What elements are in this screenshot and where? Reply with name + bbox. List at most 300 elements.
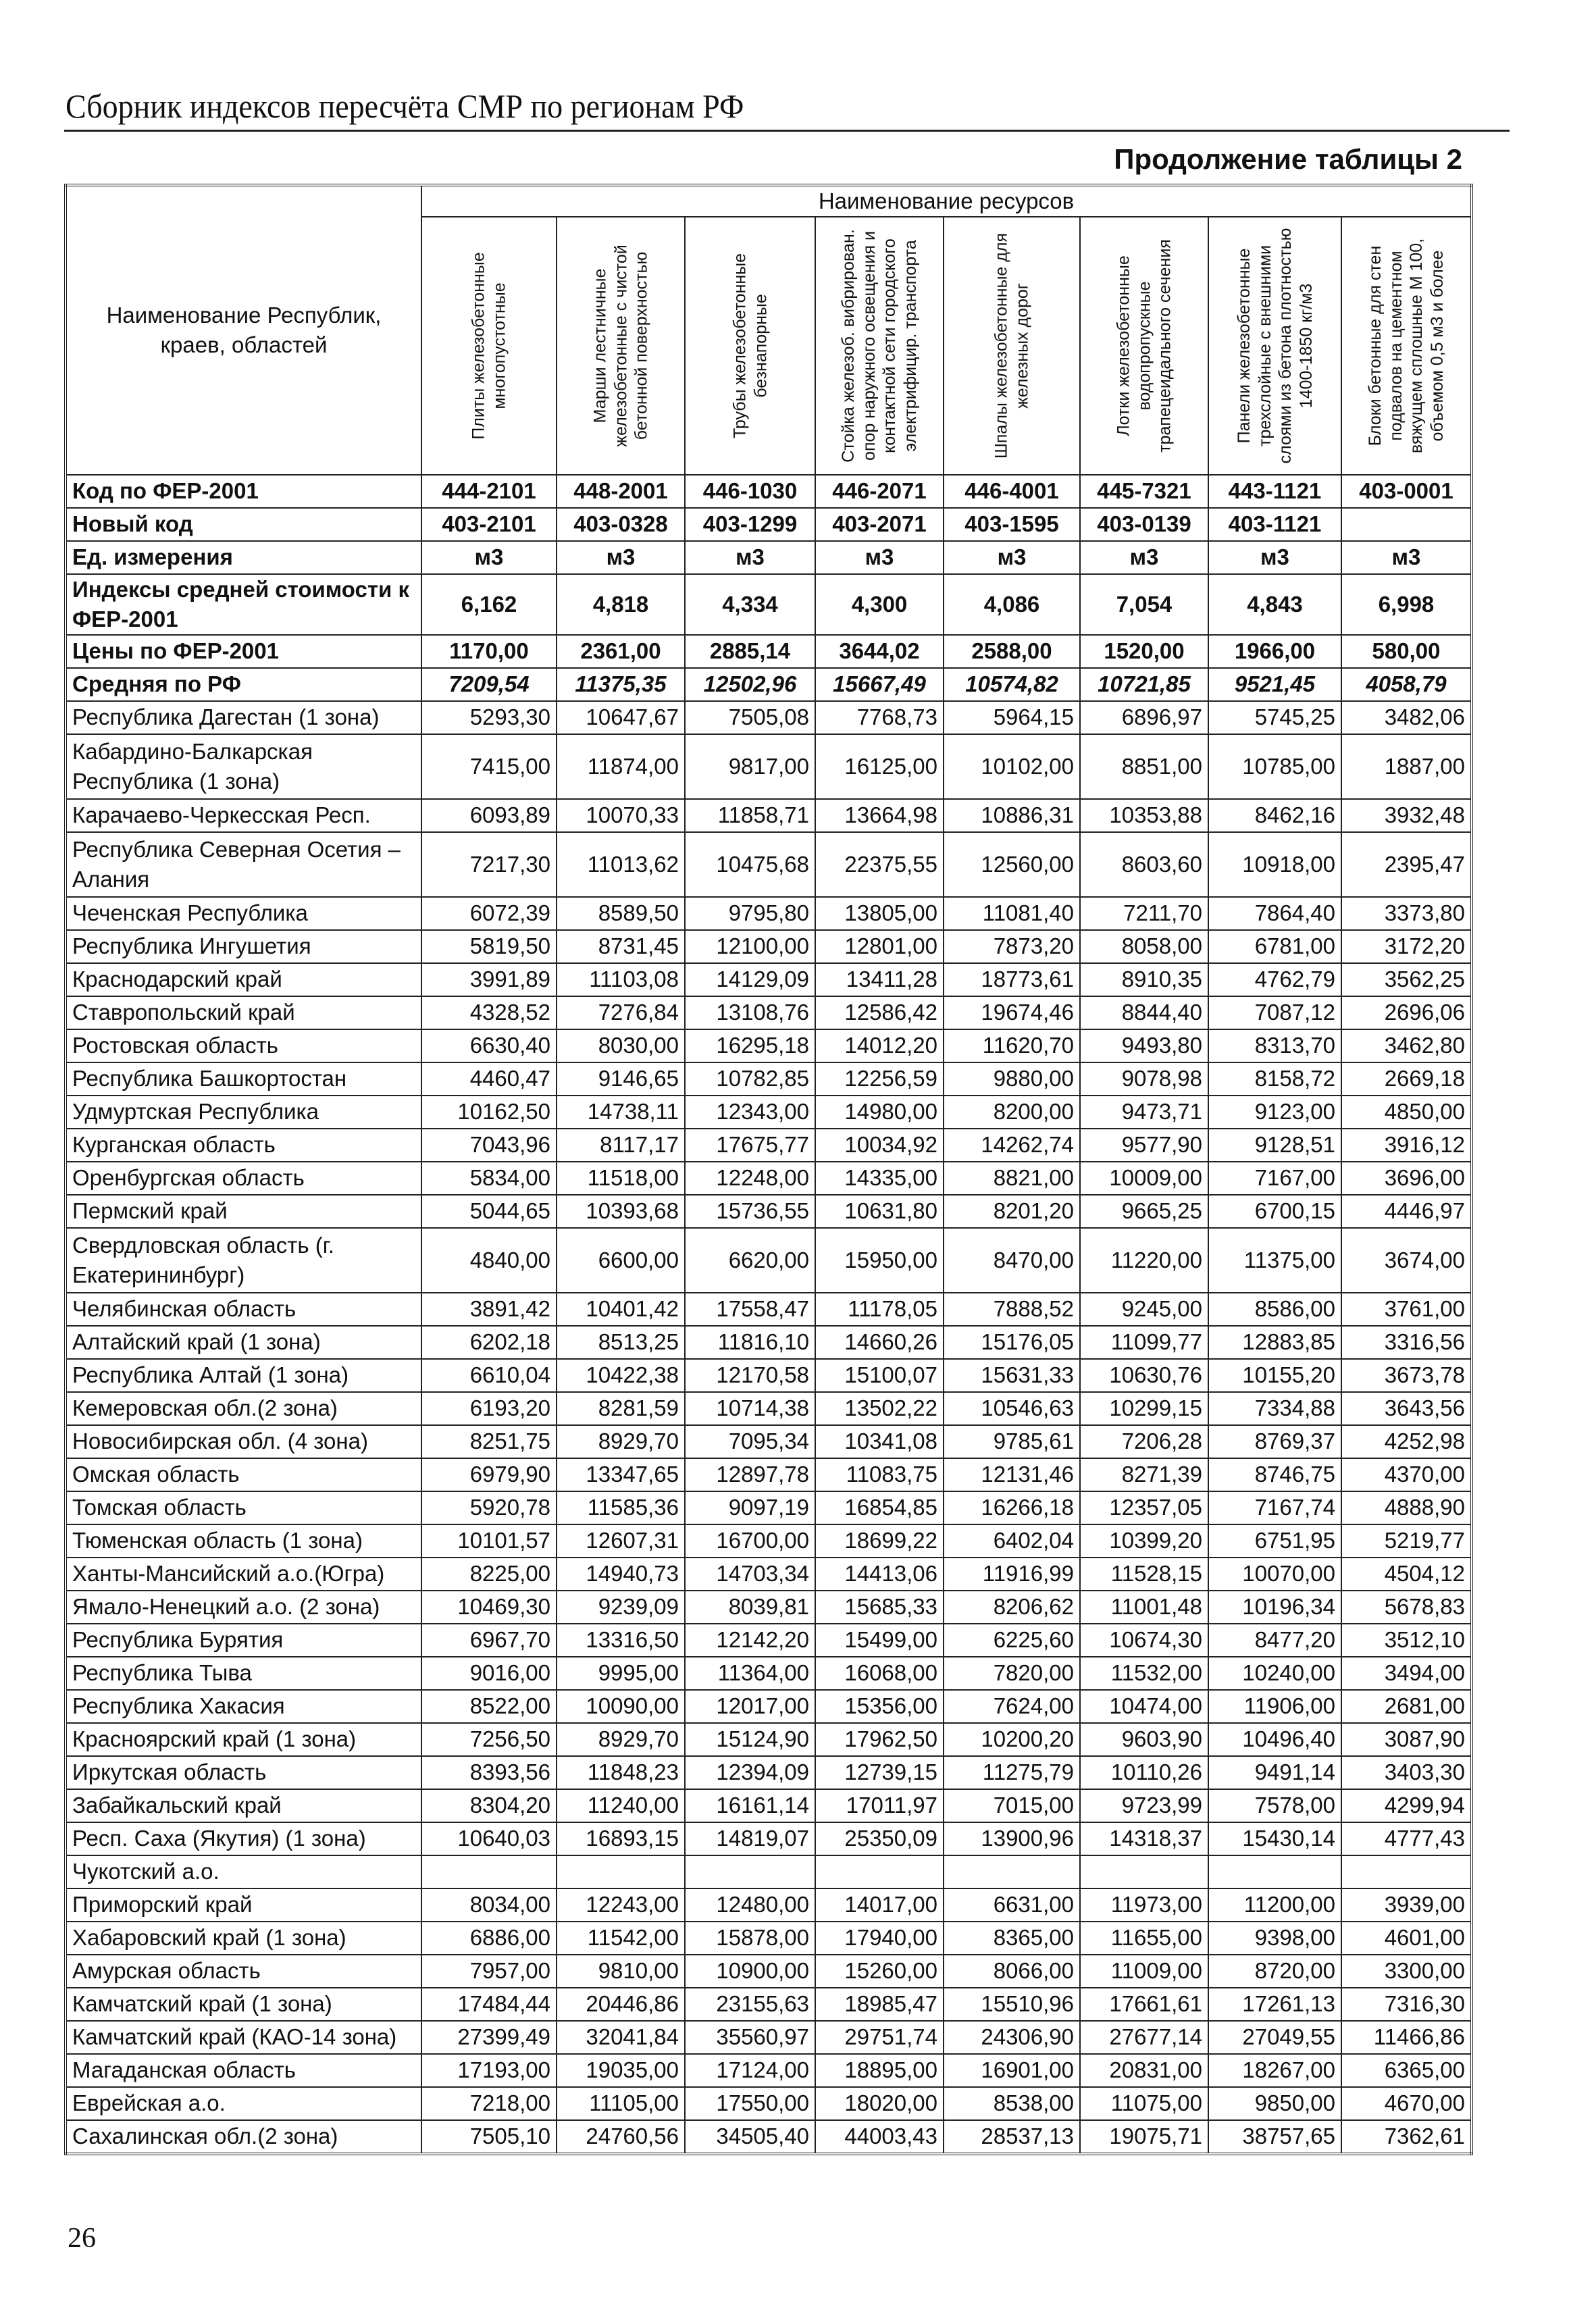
meta-cell: 11375,35 — [557, 668, 685, 701]
meta-cell: 2588,00 — [944, 635, 1080, 668]
table-continuation-label: Продолжение таблицы 2 — [1114, 143, 1462, 175]
price-cell: 9795,80 — [685, 897, 815, 930]
price-cell: 4446,97 — [1341, 1195, 1472, 1228]
price-cell: 14660,26 — [815, 1326, 944, 1359]
table-row — [66, 799, 1472, 832]
price-cell — [1341, 1855, 1472, 1888]
price-cell: 4888,90 — [1341, 1491, 1472, 1524]
price-cell: 12142,20 — [685, 1624, 815, 1657]
price-cell: 6225,60 — [944, 1624, 1080, 1657]
meta-row-label: Ед. измерения — [66, 541, 421, 574]
meta-cell: 446-4001 — [944, 475, 1080, 508]
price-cell: 11075,00 — [1080, 2087, 1208, 2120]
table-row — [66, 1195, 1472, 1228]
meta-cell: 403-0139 — [1080, 508, 1208, 541]
price-cell: 8603,60 — [1080, 832, 1208, 897]
region-name: Республика Ингушетия — [66, 930, 421, 963]
price-cell: 8910,35 — [1080, 963, 1208, 996]
price-cell: 24306,90 — [944, 2021, 1080, 2054]
price-cell: 7095,34 — [685, 1425, 815, 1458]
price-cell: 10647,67 — [557, 701, 685, 734]
price-cell: 11916,99 — [944, 1558, 1080, 1591]
meta-cell: 403-0328 — [557, 508, 685, 541]
region-name: Сахалинская обл.(2 зона) — [66, 2120, 421, 2154]
region-name: Республика Северная Осетия – Алания — [66, 832, 421, 897]
table-row — [66, 1029, 1472, 1062]
price-cell: 9123,00 — [1208, 1096, 1341, 1129]
meta-cell: 446-2071 — [815, 475, 944, 508]
price-cell: 14940,73 — [557, 1558, 685, 1591]
region-name: Республика Алтай (1 зона) — [66, 1359, 421, 1392]
price-cell: 14318,37 — [1080, 1822, 1208, 1855]
price-cell: 8313,70 — [1208, 1029, 1341, 1062]
price-cell: 6365,00 — [1341, 2054, 1472, 2087]
price-cell: 11105,00 — [557, 2087, 685, 2120]
price-cell: 9473,71 — [1080, 1096, 1208, 1129]
price-cell: 9097,19 — [685, 1491, 815, 1524]
price-cell: 4670,00 — [1341, 2087, 1472, 2120]
resource-column-header-text: Лотки железобетонные водопропускные трапецеидального сечения — [1114, 238, 1175, 453]
price-cell: 12357,05 — [1080, 1491, 1208, 1524]
region-name: Ханты-Мансийский а.о.(Югра) — [66, 1558, 421, 1591]
price-cell: 8117,17 — [557, 1129, 685, 1162]
region-name: Алтайский край (1 зона) — [66, 1326, 421, 1359]
meta-row-index — [66, 574, 1472, 635]
table-row — [66, 1855, 1472, 1888]
meta-row-new-code — [66, 508, 1472, 541]
price-cell: 12560,00 — [944, 832, 1080, 897]
region-name: Новосибирская обл. (4 зона) — [66, 1425, 421, 1458]
region-name: Удмуртская Республика — [66, 1096, 421, 1129]
price-cell: 8769,37 — [1208, 1425, 1341, 1458]
price-cell: 10196,34 — [1208, 1591, 1341, 1624]
price-cell: 17261,13 — [1208, 1988, 1341, 2021]
price-cell: 11906,00 — [1208, 1690, 1341, 1723]
region-name: Магаданская область — [66, 2054, 421, 2087]
price-cell: 11816,10 — [685, 1326, 815, 1359]
price-cell: 12586,42 — [815, 996, 944, 1029]
price-cell: 10546,63 — [944, 1392, 1080, 1425]
price-cell: 6630,40 — [421, 1029, 557, 1062]
price-cell: 15736,55 — [685, 1195, 815, 1228]
resource-column-header — [1208, 217, 1341, 475]
region-name: Респ. Саха (Якутия) (1 зона) — [66, 1822, 421, 1855]
price-cell: 9603,90 — [1080, 1723, 1208, 1756]
price-cell: 12801,00 — [815, 930, 944, 963]
price-cell: 27049,55 — [1208, 2021, 1341, 2054]
price-cell: 10782,85 — [685, 1062, 815, 1096]
price-cell: 13502,22 — [815, 1392, 944, 1425]
region-name: Камчатский край (1 зона) — [66, 1988, 421, 2021]
price-cell: 7217,30 — [421, 832, 557, 897]
resource-column-header-text: Марши лестничные железобетонные с чистой бетонной поверхностью — [590, 244, 651, 447]
price-cell: 3172,20 — [1341, 930, 1472, 963]
regional-index-table — [64, 184, 1473, 2155]
price-cell: 8365,00 — [944, 1922, 1080, 1955]
price-cell: 7624,00 — [944, 1690, 1080, 1723]
region-name: Еврейская а.о. — [66, 2087, 421, 2120]
price-cell: 10155,20 — [1208, 1359, 1341, 1392]
region-name: Омская область — [66, 1458, 421, 1491]
region-name: Томская область — [66, 1491, 421, 1524]
price-cell: 5745,25 — [1208, 701, 1341, 734]
price-cell: 7864,40 — [1208, 897, 1341, 930]
price-cell: 11009,00 — [1080, 1955, 1208, 1988]
meta-row-price — [66, 635, 1472, 668]
price-cell: 13805,00 — [815, 897, 944, 930]
price-cell: 3991,89 — [421, 963, 557, 996]
price-cell: 9493,80 — [1080, 1029, 1208, 1062]
meta-cell: 10721,85 — [1080, 668, 1208, 701]
price-cell: 10496,40 — [1208, 1723, 1341, 1756]
price-cell: 11848,23 — [557, 1756, 685, 1789]
table-row — [66, 1690, 1472, 1723]
price-cell: 7316,30 — [1341, 1988, 1472, 2021]
price-cell: 11466,86 — [1341, 2021, 1472, 2054]
price-cell: 9810,00 — [557, 1955, 685, 1988]
price-cell: 22375,55 — [815, 832, 944, 897]
meta-cell: 580,00 — [1341, 635, 1472, 668]
price-cell: 3673,78 — [1341, 1359, 1472, 1392]
price-cell: 10469,30 — [421, 1591, 557, 1624]
price-cell — [1080, 1855, 1208, 1888]
price-cell: 12170,58 — [685, 1359, 815, 1392]
price-cell: 10401,42 — [557, 1293, 685, 1326]
price-cell: 10102,00 — [944, 734, 1080, 799]
region-name: Ставропольский край — [66, 996, 421, 1029]
price-cell: 3403,30 — [1341, 1756, 1472, 1789]
price-cell: 12131,46 — [944, 1458, 1080, 1491]
price-cell: 16125,00 — [815, 734, 944, 799]
price-cell: 12256,59 — [815, 1062, 944, 1096]
meta-row-label: Новый код — [66, 508, 421, 541]
region-column-header: Наименование Республик, краев, областей — [66, 185, 421, 475]
price-cell: 7873,20 — [944, 930, 1080, 963]
price-cell: 10034,92 — [815, 1129, 944, 1162]
meta-row-label: Цены по ФЕР-2001 — [66, 635, 421, 668]
price-cell: 15356,00 — [815, 1690, 944, 1723]
price-cell: 8821,00 — [944, 1162, 1080, 1195]
meta-cell: 6,162 — [421, 574, 557, 635]
region-name: Чеченская Республика — [66, 897, 421, 930]
price-cell: 11858,71 — [685, 799, 815, 832]
price-cell: 11200,00 — [1208, 1888, 1341, 1922]
price-cell: 18985,47 — [815, 1988, 944, 2021]
price-cell: 8066,00 — [944, 1955, 1080, 1988]
region-name: Курганская область — [66, 1129, 421, 1162]
price-cell: 4299,94 — [1341, 1789, 1472, 1822]
price-cell: 18773,61 — [944, 963, 1080, 996]
table-row — [66, 930, 1472, 963]
price-cell: 7505,08 — [685, 701, 815, 734]
meta-cell: 4,300 — [815, 574, 944, 635]
price-cell: 20831,00 — [1080, 2054, 1208, 2087]
price-cell — [1208, 1855, 1341, 1888]
table-row — [66, 1922, 1472, 1955]
price-cell: 9078,98 — [1080, 1062, 1208, 1096]
price-cell: 15499,00 — [815, 1624, 944, 1657]
price-cell: 11220,00 — [1080, 1228, 1208, 1293]
price-cell: 11532,00 — [1080, 1657, 1208, 1690]
table-row — [66, 1359, 1472, 1392]
price-cell: 9665,25 — [1080, 1195, 1208, 1228]
price-cell: 28537,13 — [944, 2120, 1080, 2154]
meta-cell: 446-1030 — [685, 475, 815, 508]
price-cell: 44003,43 — [815, 2120, 944, 2154]
price-cell: 14819,07 — [685, 1822, 815, 1855]
price-cell: 8477,20 — [1208, 1624, 1341, 1657]
price-cell: 7167,00 — [1208, 1162, 1341, 1195]
price-cell: 11542,00 — [557, 1922, 685, 1955]
table-row — [66, 1326, 1472, 1359]
resource-column-header-text: Трубы железобетонные безнапорные — [730, 253, 770, 438]
price-cell: 7206,28 — [1080, 1425, 1208, 1458]
price-cell: 2696,06 — [1341, 996, 1472, 1029]
price-cell: 7043,96 — [421, 1129, 557, 1162]
price-cell: 10009,00 — [1080, 1162, 1208, 1195]
price-cell: 3761,00 — [1341, 1293, 1472, 1326]
price-cell: 7957,00 — [421, 1955, 557, 1988]
price-cell — [421, 1855, 557, 1888]
price-cell: 12394,09 — [685, 1756, 815, 1789]
meta-cell: 448-2001 — [557, 475, 685, 508]
price-cell: 8746,75 — [1208, 1458, 1341, 1491]
meta-cell: 7,054 — [1080, 574, 1208, 635]
price-cell: 15260,00 — [815, 1955, 944, 1988]
price-cell: 3939,00 — [1341, 1888, 1472, 1922]
price-cell: 10630,76 — [1080, 1359, 1208, 1392]
price-cell: 6610,04 — [421, 1359, 557, 1392]
price-cell: 9577,90 — [1080, 1129, 1208, 1162]
table-row — [66, 1062, 1472, 1096]
table-row — [66, 1293, 1472, 1326]
price-cell: 15878,00 — [685, 1922, 815, 1955]
table-row — [66, 1756, 1472, 1789]
price-cell: 8158,72 — [1208, 1062, 1341, 1096]
meta-cell: 403-2071 — [815, 508, 944, 541]
price-cell: 27677,14 — [1080, 2021, 1208, 2054]
price-cell: 8039,81 — [685, 1591, 815, 1624]
price-cell: 7211,70 — [1080, 897, 1208, 930]
price-cell: 3494,00 — [1341, 1657, 1472, 1690]
price-cell: 8225,00 — [421, 1558, 557, 1591]
price-cell: 10299,15 — [1080, 1392, 1208, 1425]
region-name: Амурская область — [66, 1955, 421, 1988]
price-cell: 12739,15 — [815, 1756, 944, 1789]
region-name: Оренбургская область — [66, 1162, 421, 1195]
price-cell: 5819,50 — [421, 930, 557, 963]
table-row — [66, 1888, 1472, 1922]
price-cell: 11013,62 — [557, 832, 685, 897]
meta-cell: 4,086 — [944, 574, 1080, 635]
price-cell: 7167,74 — [1208, 1491, 1341, 1524]
price-cell: 12897,78 — [685, 1458, 815, 1491]
price-cell: 10886,31 — [944, 799, 1080, 832]
price-cell: 5219,77 — [1341, 1524, 1472, 1558]
meta-cell: 2885,14 — [685, 635, 815, 668]
price-cell: 10090,00 — [557, 1690, 685, 1723]
price-cell: 17558,47 — [685, 1293, 815, 1326]
price-cell: 8200,00 — [944, 1096, 1080, 1129]
price-cell: 8281,59 — [557, 1392, 685, 1425]
price-cell: 12480,00 — [685, 1888, 815, 1922]
price-cell: 13900,96 — [944, 1822, 1080, 1855]
price-cell: 10785,00 — [1208, 734, 1341, 799]
meta-row-label: Индексы средней стоимости к ФЕР-2001 — [66, 574, 421, 635]
price-cell: 16068,00 — [815, 1657, 944, 1690]
price-cell: 6202,18 — [421, 1326, 557, 1359]
price-cell: 3462,80 — [1341, 1029, 1472, 1062]
table-row — [66, 1228, 1472, 1293]
price-cell: 16700,00 — [685, 1524, 815, 1558]
price-cell: 14335,00 — [815, 1162, 944, 1195]
price-cell: 15176,05 — [944, 1326, 1080, 1359]
meta-cell: 7209,54 — [421, 668, 557, 701]
price-cell: 17661,61 — [1080, 1988, 1208, 2021]
table-row — [66, 1789, 1472, 1822]
region-name: Приморский край — [66, 1888, 421, 1922]
price-cell: 15950,00 — [815, 1228, 944, 1293]
resource-column-header — [1080, 217, 1208, 475]
meta-cell: 1170,00 — [421, 635, 557, 668]
price-cell: 10162,50 — [421, 1096, 557, 1129]
price-cell: 12017,00 — [685, 1690, 815, 1723]
price-cell: 29751,74 — [815, 2021, 944, 2054]
meta-cell: 6,998 — [1341, 574, 1472, 635]
region-name: Республика Башкортостан — [66, 1062, 421, 1096]
price-cell: 11585,36 — [557, 1491, 685, 1524]
region-name: Хабаровский край (1 зона) — [66, 1922, 421, 1955]
price-cell: 6967,70 — [421, 1624, 557, 1657]
meta-cell: 12502,96 — [685, 668, 815, 701]
price-cell: 12100,00 — [685, 930, 815, 963]
price-cell: 7218,00 — [421, 2087, 557, 2120]
price-cell: 13347,65 — [557, 1458, 685, 1491]
price-cell: 14262,74 — [944, 1129, 1080, 1162]
table-row — [66, 1988, 1472, 2021]
price-cell: 27399,49 — [421, 2021, 557, 2054]
price-cell: 11364,00 — [685, 1657, 815, 1690]
price-cell: 9995,00 — [557, 1657, 685, 1690]
price-cell: 16854,85 — [815, 1491, 944, 1524]
meta-cell: 9521,45 — [1208, 668, 1341, 701]
price-cell: 7820,00 — [944, 1657, 1080, 1690]
price-cell: 12248,00 — [685, 1162, 815, 1195]
region-name: Карачаево-Черкесская Респ. — [66, 799, 421, 832]
table-row — [66, 996, 1472, 1029]
price-cell: 8844,40 — [1080, 996, 1208, 1029]
meta-cell: 403-0001 — [1341, 475, 1472, 508]
price-cell: 10110,26 — [1080, 1756, 1208, 1789]
price-cell: 3932,48 — [1341, 799, 1472, 832]
region-name: Забайкальский край — [66, 1789, 421, 1822]
price-cell: 3300,00 — [1341, 1955, 1472, 1988]
meta-cell: м3 — [557, 541, 685, 574]
price-cell — [944, 1855, 1080, 1888]
meta-cell: м3 — [1208, 541, 1341, 574]
price-cell: 6600,00 — [557, 1228, 685, 1293]
table-row — [66, 701, 1472, 734]
price-cell: 8731,45 — [557, 930, 685, 963]
meta-cell: 2361,00 — [557, 635, 685, 668]
meta-cell: м3 — [1341, 541, 1472, 574]
price-cell: 3674,00 — [1341, 1228, 1472, 1293]
meta-cell: 15667,49 — [815, 668, 944, 701]
table-row — [66, 1491, 1472, 1524]
price-cell: 8304,20 — [421, 1789, 557, 1822]
resource-column-header — [557, 217, 685, 475]
price-cell: 7362,61 — [1341, 2120, 1472, 2154]
price-cell: 15100,07 — [815, 1359, 944, 1392]
price-cell: 3696,00 — [1341, 1162, 1472, 1195]
price-cell: 11001,48 — [1080, 1591, 1208, 1624]
page-number: 26 — [68, 2223, 96, 2254]
table-row — [66, 1624, 1472, 1657]
resource-column-header-text: Блоки бетонные для стен подвалов на цементном вяжущем сплошные М 100, объемом 0,5 м3 и более — [1366, 238, 1447, 453]
price-cell: 9245,00 — [1080, 1293, 1208, 1326]
price-cell: 9146,65 — [557, 1062, 685, 1096]
price-cell: 6700,15 — [1208, 1195, 1341, 1228]
price-cell: 19035,00 — [557, 2054, 685, 2087]
meta-cell: 4,843 — [1208, 574, 1341, 635]
title-underline — [64, 130, 1510, 132]
price-cell: 4840,00 — [421, 1228, 557, 1293]
price-cell: 6751,95 — [1208, 1524, 1341, 1558]
price-cell: 11099,77 — [1080, 1326, 1208, 1359]
price-cell: 17011,97 — [815, 1789, 944, 1822]
table-row — [66, 832, 1472, 897]
price-cell: 11103,08 — [557, 963, 685, 996]
price-cell: 13108,76 — [685, 996, 815, 1029]
price-cell: 7015,00 — [944, 1789, 1080, 1822]
meta-row-label: Средняя по РФ — [66, 668, 421, 701]
price-cell: 16266,18 — [944, 1491, 1080, 1524]
price-cell: 12607,31 — [557, 1524, 685, 1558]
table-row — [66, 963, 1472, 996]
price-cell — [685, 1855, 815, 1888]
region-name: Краснодарский край — [66, 963, 421, 996]
price-cell: 9128,51 — [1208, 1129, 1341, 1162]
price-cell: 16161,14 — [685, 1789, 815, 1822]
meta-cell — [1341, 508, 1472, 541]
meta-row-label: Код по ФЕР-2001 — [66, 475, 421, 508]
price-cell: 18020,00 — [815, 2087, 944, 2120]
price-cell: 4850,00 — [1341, 1096, 1472, 1129]
meta-cell: 403-1121 — [1208, 508, 1341, 541]
resource-column-header — [1341, 217, 1472, 475]
table-row — [66, 1591, 1472, 1624]
meta-cell: 1966,00 — [1208, 635, 1341, 668]
price-cell: 10200,20 — [944, 1723, 1080, 1756]
table-row — [66, 1458, 1472, 1491]
price-cell: 17484,44 — [421, 1988, 557, 2021]
region-name: Ростовская область — [66, 1029, 421, 1062]
price-cell: 10640,03 — [421, 1822, 557, 1855]
price-cell: 9239,09 — [557, 1591, 685, 1624]
price-cell: 11655,00 — [1080, 1922, 1208, 1955]
price-cell: 23155,63 — [685, 1988, 815, 2021]
price-cell: 9723,99 — [1080, 1789, 1208, 1822]
price-cell: 16295,18 — [685, 1029, 815, 1062]
price-cell: 6093,89 — [421, 799, 557, 832]
price-cell: 32041,84 — [557, 2021, 685, 2054]
price-cell: 3512,10 — [1341, 1624, 1472, 1657]
price-cell: 16893,15 — [557, 1822, 685, 1855]
price-cell: 19075,71 — [1080, 2120, 1208, 2154]
price-cell: 11375,00 — [1208, 1228, 1341, 1293]
price-cell: 4762,79 — [1208, 963, 1341, 996]
price-cell: 8201,20 — [944, 1195, 1080, 1228]
